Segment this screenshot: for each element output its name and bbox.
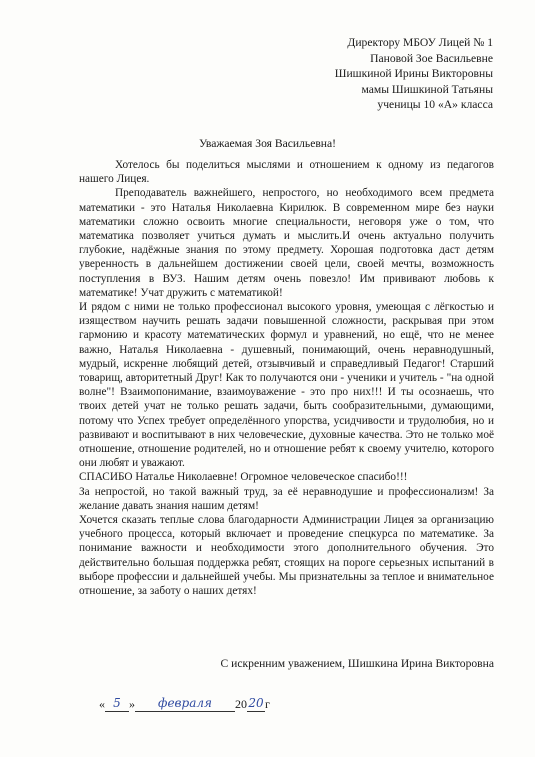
addressee-line: Пановой Зое Васильевне [370, 51, 493, 65]
date-year-prefix: 20 [235, 697, 247, 711]
date-day-handwritten: 5 [113, 696, 121, 710]
date-year-mark: г [265, 697, 270, 711]
date-day-field [105, 698, 129, 712]
paragraph: Преподаватель важнейшего, непростого, но необходимого всем предмета математики - это Наталья Николаевна Кирилюк. В современном мире без науки математики сложно освоить многие специальности, неговоря уже о том, что математика позволяет учиться думать и мыслить.И очень актуально получить глубокие, надёжные знания по этому предмету. Хорошая подготовка даст детям уверенность в дальнейшем достижении своей цели, своей мечты, возможность поступления в ВУЗ. Нашим детям очень повезло! Им прививают любовь к математике! Учат дружить с математикой! [79, 187, 494, 299]
date-month-handwritten: февраля [158, 696, 212, 710]
date-open-quote: « [99, 697, 105, 711]
addressee-block [335, 35, 493, 113]
date-year-field [247, 698, 265, 712]
paragraph: Хотелось бы поделиться мыслями и отношением к одному из педагогов нашего Лицея. [79, 159, 494, 186]
date-month-field [135, 698, 235, 712]
signature-line: С искренним уважением, Шишкина Ирина Викторовна [220, 657, 494, 670]
addressee-line: Шишкиной Ирины Викторовны [334, 67, 493, 81]
addressee-line: мамы Шишкиной Татьяны [361, 82, 493, 96]
salutation: Уважаемая Зоя Васильевна! [198, 137, 337, 150]
paragraph: Хочется сказать теплые слова благодарности Администрации Лицея за организацию учебного процесса, который включает и проведение спецкурса по математике. За понимание важности и необходимости этого дополнительного обучения. Это действительно большая поддержка ребят, стоящих на пороге серьезных испытаний в выборе профессии и дальнейшей учебы. Мы признательны за теплое и внимательное отношение, за заботу о наших детях! [79, 514, 494, 598]
paragraph: И рядом с ними не только профессионал высокого уровня, умеющая с лёгкостью и изяществом научить решать задачи повышенной сложности, раскрывая при этом гармонию и красоту математических формул и уравнений, но ещё, что не менее важно, Наталья Николаевна - душевный, понимающий, очень неравнодушный, мудрый, искренне любящий детей, отзывчивый и справедливый Педагог! Старший товарищ, авторитетный Друг! Как то получаются они - ученики и учитель - "на одной волне"! Взаимопонимание, взаимоуважение - это про них!!! И ты осознаешь, что твоих детей учат не только решать задачи, быть сообразительными, думающими, потому что Успех требует определённого упорства, усидчивости и трудолюбия, но и развивают и воспитывают в них человеческие, духовные качества. Это не только моё отношение, отношение родителей, но и отношение ребят к своему учителю, которого они любят и уважают. [79, 301, 494, 470]
addressee-line: ученицы 10 «А» класса [377, 98, 493, 112]
date-line [99, 697, 270, 712]
letter-body [79, 158, 494, 598]
date-year-handwritten: 20 [248, 696, 264, 710]
addressee-line: Директору МБОУ Лицей № 1 [347, 36, 493, 49]
paragraph: СПАСИБО Наталье Николаевне! Огромное человеческое спасибо!!! [79, 471, 408, 484]
date-close-quote: » [129, 697, 135, 711]
paragraph: За непростой, но такой важный труд, за её неравнодушие и профессионализм! За желание давать знания нашим детям! [79, 485, 494, 512]
